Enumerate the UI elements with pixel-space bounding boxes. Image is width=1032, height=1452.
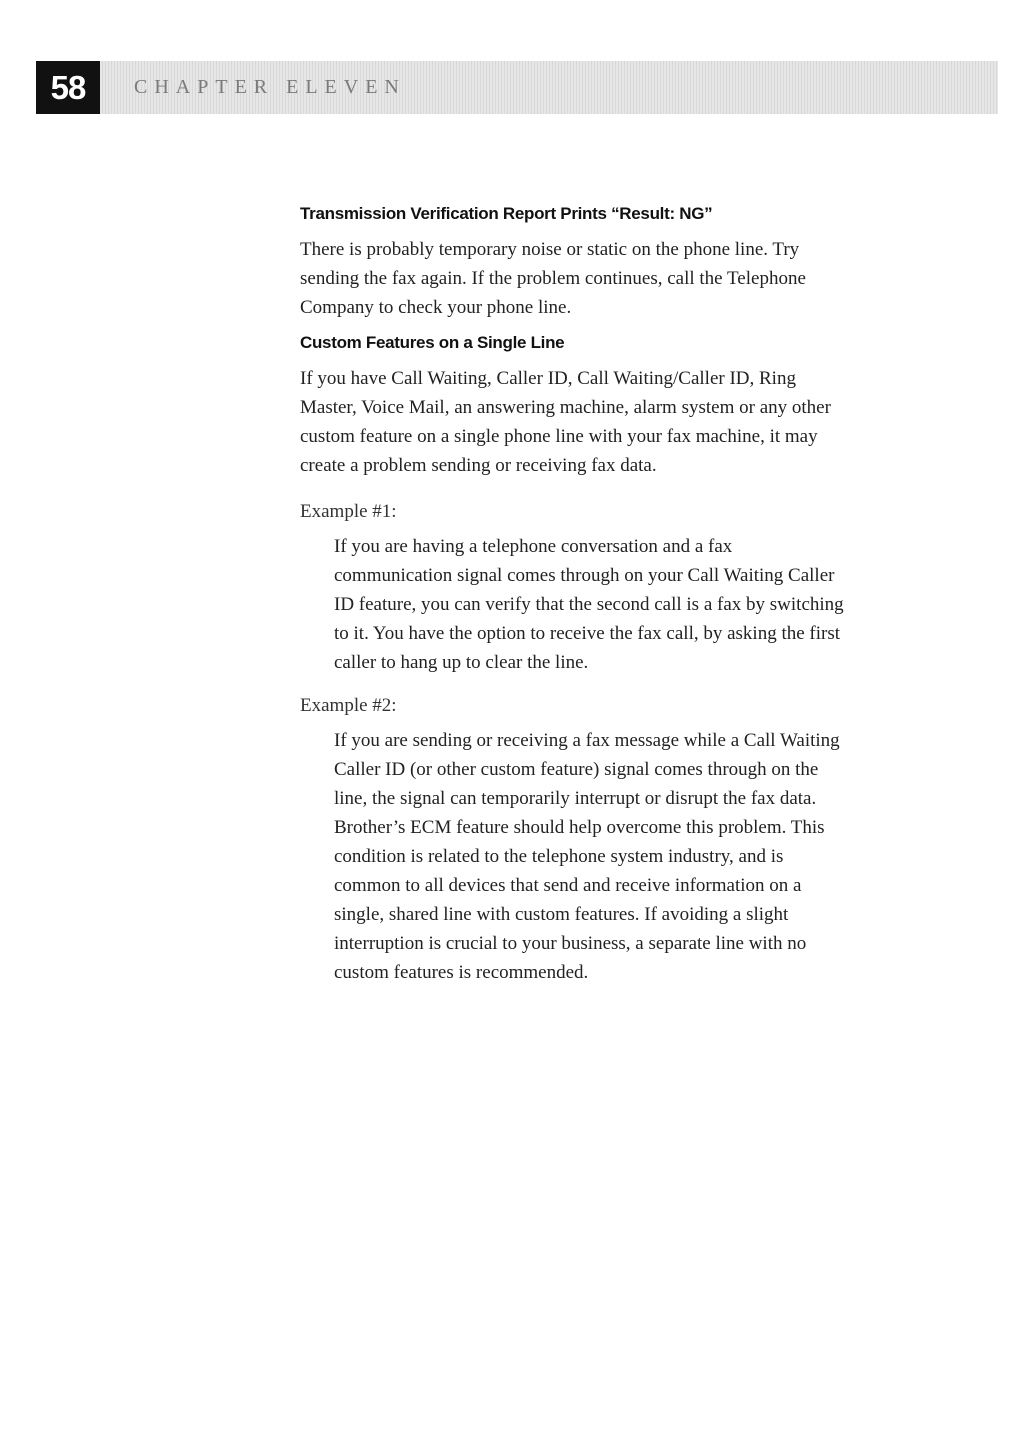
body-line: single, shared line with custom features. If avoiding a slight — [334, 904, 789, 925]
chapter-header-bar — [36, 61, 998, 114]
chapter-title: CHAPTER ELEVEN — [134, 76, 406, 98]
body-line: There is probably temporary noise or static on the phone line. Try — [300, 239, 800, 260]
body-line: If you have Call Waiting, Caller ID, Call Waiting/Caller ID, Ring — [300, 368, 796, 389]
body-line: to it. You have the option to receive the fax call, by asking the first — [334, 623, 841, 644]
example-1-label: Example #1: — [300, 501, 397, 522]
body-line: line, the signal can temporarily interrupt or disrupt the fax data. — [334, 788, 817, 809]
section-heading-transmission-report: Transmission Verification Report Prints “Result: NG” — [300, 204, 713, 223]
page-content — [300, 203, 900, 987]
body-line: communication signal comes through on your Call Waiting Caller — [334, 565, 835, 586]
body-line: condition is related to the telephone system industry, and is — [334, 846, 784, 867]
body-line: Master, Voice Mail, an answering machine, alarm system or any other — [300, 397, 831, 418]
body-line: Company to check your phone line. — [300, 297, 572, 318]
section-heading-custom-features: Custom Features on a Single Line — [300, 333, 565, 352]
body-line: ID feature, you can verify that the second call is a fax by switching — [334, 594, 844, 615]
body-line: Caller ID (or other custom feature) signal comes through on the — [334, 759, 819, 780]
section-body-custom-features — [300, 364, 900, 480]
example-1-body — [334, 532, 900, 677]
body-line: custom features is recommended. — [334, 962, 589, 983]
body-line: caller to hang up to clear the line. — [334, 652, 589, 673]
body-line: interruption is crucial to your business, a separate line with no — [334, 933, 807, 954]
body-line: If you are having a telephone conversation and a fax — [334, 536, 733, 557]
body-line: Brother’s ECM feature should help overcome this problem. This — [334, 817, 825, 838]
example-2-label: Example #2: — [300, 695, 397, 716]
body-line: custom feature on a single phone line with your fax machine, it may — [300, 426, 818, 447]
body-line: sending the fax again. If the problem continues, call the Telephone — [300, 268, 806, 289]
body-line: common to all devices that send and receive information on a — [334, 875, 802, 896]
body-line: create a problem sending or receiving fax data. — [300, 455, 657, 476]
body-line: If you are sending or receiving a fax message while a Call Waiting — [334, 730, 840, 751]
section-body-transmission-report — [300, 235, 900, 322]
example-2-body — [334, 726, 900, 987]
page-number: 58 — [36, 61, 100, 114]
